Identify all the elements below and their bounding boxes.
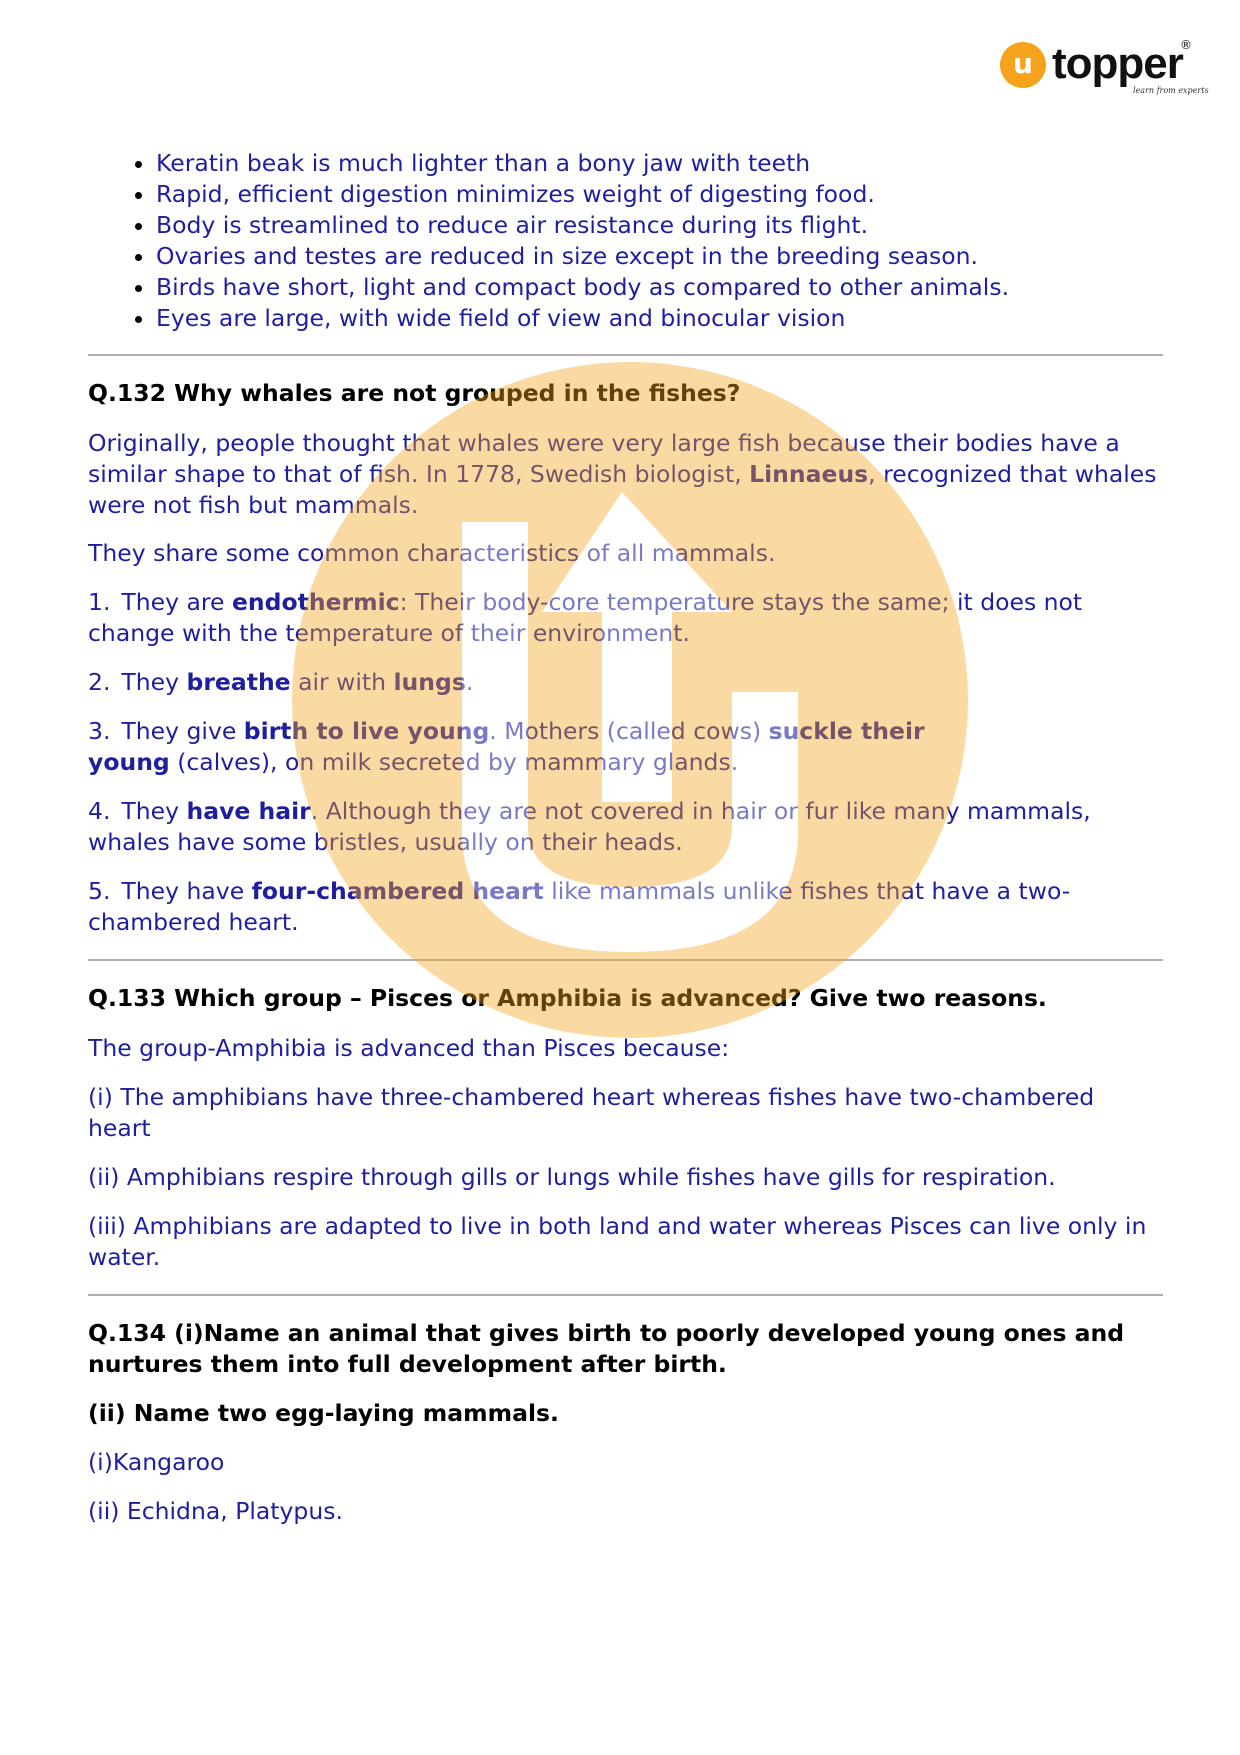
answer-132-point-3: 3. They give birth to live young. Mothers (called cows) suckle their young (calves), on milk secreted by mammary glands. bbox=[88, 717, 925, 776]
answer-133-reason-2: (ii) Amphibians respire through gills or lungs while fishes have gills for respiration. bbox=[88, 1163, 1056, 1191]
section-divider bbox=[88, 1294, 1163, 1296]
answer-134-part-1: (i)Kangaroo bbox=[88, 1448, 225, 1476]
answer-133-reason-3: (iii) Amphibians are adapted to live in both land and water whereas Pisces can live only in water. bbox=[88, 1212, 1147, 1271]
list-item: • Rapid, efficient digestion minimizes weight of digesting food. bbox=[156, 179, 1163, 210]
answer-133-intro: The group-Amphibia is advanced than Pisces because: bbox=[88, 1034, 730, 1062]
list-item: • Ovaries and testes are reduced in size except in the breeding season. bbox=[156, 241, 1163, 272]
section-divider bbox=[88, 959, 1163, 961]
answer-132-intro: Originally, people thought that whales were very large fish because their bodies have a similar shape to that of fish. In 1778, Swedish biologist, Linnaeus, recognized that whales were not fish but mammals. bbox=[88, 429, 1157, 519]
answer-133-reason-1: (i) The amphibians have three-chambered heart whereas fishes have two-chambered heart bbox=[88, 1083, 1095, 1142]
list-item: • Body is streamlined to reduce air resistance during its flight. bbox=[156, 210, 1163, 241]
answer-132-point-5: 5. They have four-chambered heart like mammals unlike fishes that have a two-chambered heart. bbox=[88, 877, 1071, 936]
logo-mark: u bbox=[1000, 42, 1046, 88]
question-133: Q.133 Which group – Pisces or Amphibia is advanced? Give two reasons. bbox=[88, 984, 1047, 1012]
logo-tagline: learn from experts bbox=[1133, 86, 1209, 95]
question-134-part-1: Q.134 (i)Name an animal that gives birth to poorly developed young ones and nurtures them into full development after birth. bbox=[88, 1319, 1125, 1378]
section-divider bbox=[88, 354, 1163, 356]
answer-132-point-1: 1. They are endothermic: Their body-core temperature stays the same; it does not change with the temperature of their environment. bbox=[88, 588, 1083, 647]
list-item: • Eyes are large, with wide field of view and binocular vision bbox=[156, 303, 1163, 334]
bird-adaptations-list bbox=[88, 148, 1163, 334]
list-item: • Keratin beak is much lighter than a bony jaw with teeth bbox=[156, 148, 1163, 179]
question-132: Q.132 Why whales are not grouped in the fishes? bbox=[88, 379, 741, 407]
list-item: • Birds have short, light and compact body as compared to other animals. bbox=[156, 272, 1163, 303]
topper-logo bbox=[1000, 38, 1209, 100]
answer-132-share: They share some common characteristics of all mammals. bbox=[88, 539, 776, 567]
answer-132-point-2: 2. They breathe air with lungs. bbox=[88, 668, 474, 696]
question-134-part-2: (ii) Name two egg-laying mammals. bbox=[88, 1399, 559, 1427]
logo-name: topper bbox=[1052, 39, 1183, 88]
page-content bbox=[88, 148, 1163, 1527]
answer-132-point-4: 4. They have hair. Although they are not covered in hair or fur like many mammals, whales have some bristles, usually on their heads. bbox=[88, 797, 1091, 856]
answer-134-part-2: (ii) Echidna, Platypus. bbox=[88, 1497, 343, 1525]
registered-mark: ® bbox=[1180, 38, 1192, 52]
